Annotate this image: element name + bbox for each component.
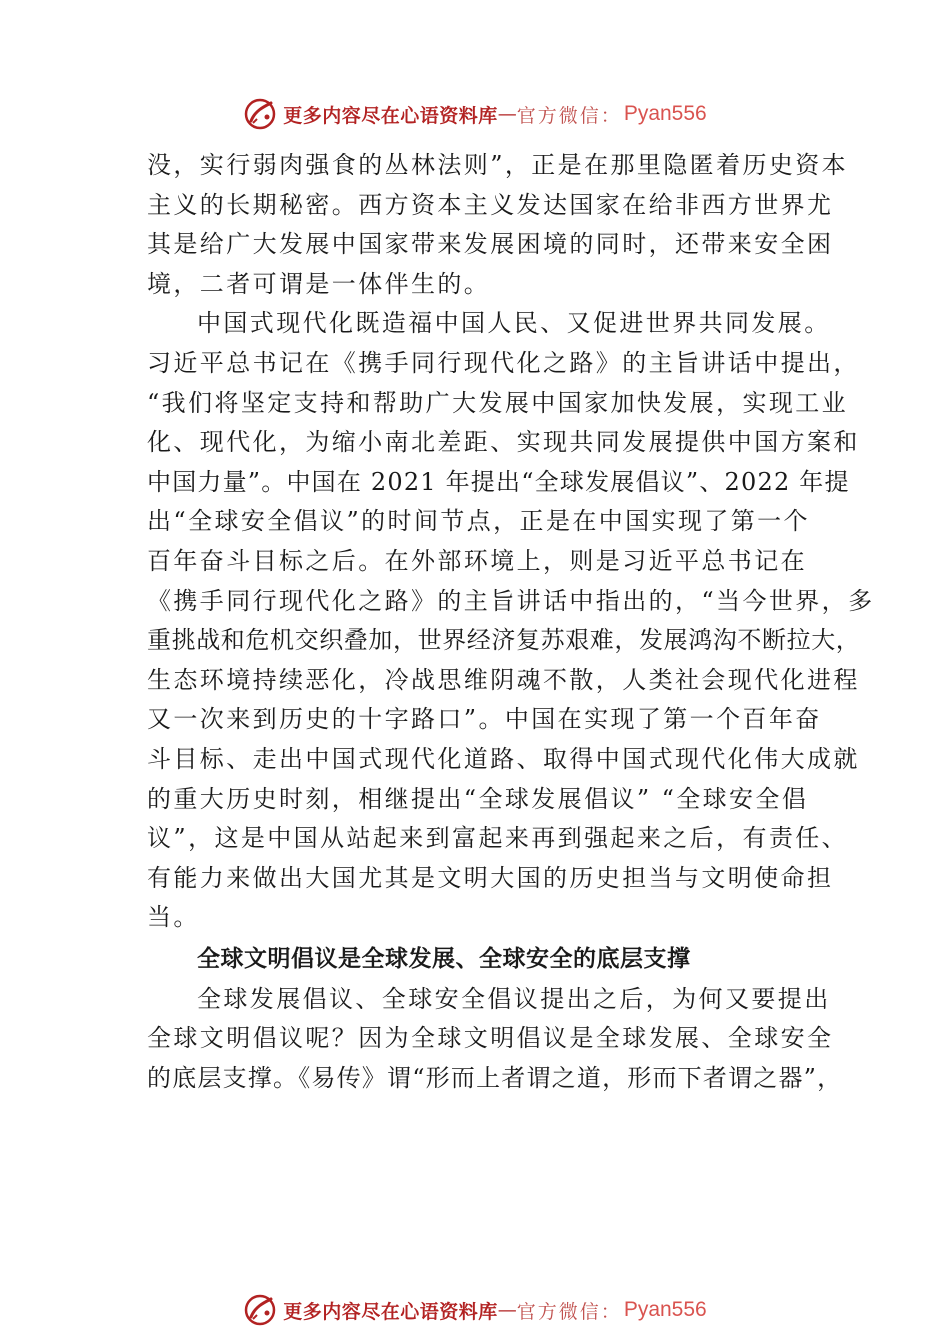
body-line: 的底层支撑。《易传》谓“形而上者谓之道，形而下者谓之器”， <box>147 1064 843 1093</box>
footer-banner <box>0 1290 950 1330</box>
banner-site-text: 更多内容尽在心语资料库 <box>283 104 498 127</box>
banner-official-label: 官方微信： <box>516 104 622 127</box>
body-line: 没，实行弱肉强食的丛林法则”，正是在那里隐匿着历史资本 <box>147 151 849 179</box>
body-line: 出“全球安全倡议”的时间节点，正是在中国实现了第一个 <box>147 507 810 536</box>
banner-site-text: 更多内容尽在心语资料库 <box>283 1300 498 1323</box>
pen-logo-icon <box>243 1293 277 1327</box>
body-line: 化、现代化，为缩小南北差距、实现共同发展提供中国方案和 <box>147 428 860 457</box>
header-banner <box>0 94 950 134</box>
document-body <box>147 146 875 1099</box>
body-line: 当。 <box>147 903 200 932</box>
body-line: 百年奋斗目标之后。在外部环境上，则是习近平总书记在 <box>147 546 807 575</box>
body-line: 议”，这是中国从站起来到富起来再到强起来之后，有责任、 <box>147 824 849 853</box>
body-line: 全球发展倡议、全球安全倡议提出之后，为何又要提出 <box>197 984 831 1013</box>
body-line: “我们将坚定支持和帮助广大发展中国家加快发展，实现工业 <box>147 388 849 417</box>
body-line: 有能力来做出大国尤其是文明大国的历史担当与文明使命担 <box>147 863 834 892</box>
banner-wechat-id: Pyan556 <box>623 1298 707 1321</box>
banner-wechat-id: Pyan556 <box>623 102 707 125</box>
banner-dash: — <box>497 103 517 125</box>
body-line: 中国力量”。中国在 2021 年提出“全球发展倡议”、2022 年提 <box>147 467 850 496</box>
body-line: 其是给广大发展中国家带来发展困境的同时，还带来安全困 <box>147 230 834 259</box>
body-line: 中国式现代化既造福中国人民、又促进世界共同发展。 <box>197 309 831 338</box>
body-line: 斗目标、走出中国式现代化道路、取得中国式现代化伟大成就 <box>147 744 860 773</box>
body-line: 生态环境持续恶化，冷战思维阴魂不散，人类社会现代化进程 <box>147 665 860 694</box>
banner-official-label: 官方微信： <box>516 1300 622 1323</box>
pen-logo-icon <box>243 97 277 131</box>
body-line: 的重大历史时刻，相继提出“全球发展倡议” “全球安全倡 <box>147 784 809 813</box>
body-line: 境，二者可谓是一体伴生的。 <box>147 269 491 298</box>
body-line: 习近平总书记在《携手同行现代化之路》的主旨讲话中提出， <box>147 348 860 377</box>
banner-dash: — <box>497 1299 517 1321</box>
body-line: 主义的长期秘密。西方资本主义发达国家在给非西方世界尤 <box>147 190 834 219</box>
body-line: 全球文明倡议呢？因为全球文明倡议是全球发展、全球安全 <box>147 1024 834 1053</box>
section-heading: 全球文明倡议是全球发展、全球安全的底层支撑 <box>197 945 691 972</box>
body-line: 重挑战和危机交织叠加，世界经济复苏艰难，发展鸿沟不断拉大， <box>147 626 861 655</box>
body-line: 又一次来到历史的十字路口”。中国在实现了第一个百年奋 <box>147 705 822 734</box>
body-line: 《携手同行现代化之路》的主旨讲话中指出的，“当今世界，多 <box>147 586 875 615</box>
